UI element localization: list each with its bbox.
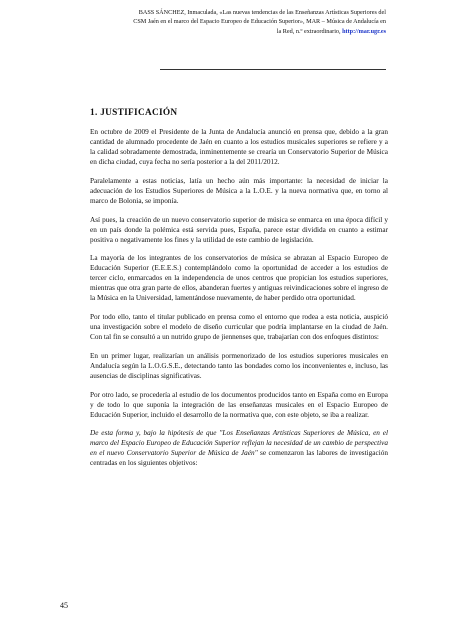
header-divider: [160, 69, 386, 70]
paragraph: En un primer lugar, realizarían un análisis pormenorizado de los estudios superiores musicales en Andalucía según la L.O.G.S.E., detectando tanto las bondades como los inconvenientes e, incluso, las ausencias de disciplinas significativas.: [90, 351, 388, 380]
header-issue: la Red, n.º extraordinario,: [276, 27, 343, 35]
paragraph: En octubre de 2009 el Presidente de la Junta de Andalucía anunció en prensa que, debido a la gran cantidad de alumnado procedente de Jaén en cuanto a los estudios musicales superiores se refiere y a la calidad sobradamente demostrada, inminentemente se crearía un Conservatorio Superior de Música en dicha ciudad, cuya fecha no sería posterior a la del 2011/2012.: [90, 128, 388, 167]
paragraph: La mayoría de los integrantes de los conservatorios de música se abrazan al Espacio Europeo de Educación Superior (E.E.E.S.) contemplándolo como la oportunidad de acceder a los estudios de tercer ciclo, enmarcados en la independencia de unos centros que propician los estudios superiores, mientras que otra gran parte de ellos, abanderan fuertes y antiguas reivindicaciones sobre el ingreso de la Música en la Universidad, lamentándose nuevamente, de haber perdido otra oportunidad.: [90, 254, 388, 303]
header-line-3: [56, 27, 386, 36]
hypothesis-text: De esta forma y, bajo la hipótesis de que "Los Enseñanzas Artísticas Superiores de Música, en el marco del Espacio Europeo de Educación Superior reflejan la necesidad de un cambio de perspectiva en el nuevo Conservatorio Superior de Música de Jaén": [90, 429, 388, 458]
running-header: [56, 8, 386, 36]
header-line-1: BASS SÁNCHEZ, Inmaculada, «Las nuevas tendencias de las Enseñanzas Artísticas Superiores del: [138, 9, 386, 16]
paragraph: Así pues, la creación de un nuevo conservatorio superior de música se enmarca en una época difícil y en un país donde la polémica está servida pues, España, parece estar dividida en cuanto a estimar positiva o negativamente los fines y la utilidad de este cambio de legislación.: [90, 215, 388, 244]
page-number: 45: [60, 601, 68, 610]
section-heading: 1. JUSTIFICACIÓN: [90, 108, 178, 118]
hypothesis-continuation: se comenzaron las labores de investigación centradas en los siguientes objetivos:: [90, 449, 388, 468]
body-text: [90, 127, 388, 477]
paragraph: Paralelamente a estas noticias, latía un hecho aún más importante: la necesidad de iniciar la adecuación de los Estudios Superiores de Música a la L.O.E. y la nueva normativa que, en torno al marco de Bolonia, se imponía.: [90, 176, 388, 205]
header-link[interactable]: http://mar.ugr.es: [342, 27, 386, 35]
hypothesis-paragraph: [90, 428, 388, 468]
header-line-2: CSM Jaén en el marco del Espacio Europeo de Educación Superior», MAR – Música de Andalucía en: [133, 18, 386, 26]
paragraph: Por todo ello, tanto el titular publicado en prensa como el entorno que rodea a esta noticia, auspició una investigación sobre el modelo de diseño curricular que podría implantarse en la ciudad de Jaén. Con tal fin se consultó a un nutrido grupo de jiennenses que, trabajarían con dos enfoques distintos:: [90, 313, 388, 342]
paragraph: Por otro lado, se procedería al estudio de los documentos producidos tanto en España como en Europa y de todo lo que suponía la integración de las enseñanzas musicales en el Espacio Europeo de Educación Superior, incluido el desarrollo de la normativa que, con este objeto, se iba a realizar.: [90, 390, 388, 419]
